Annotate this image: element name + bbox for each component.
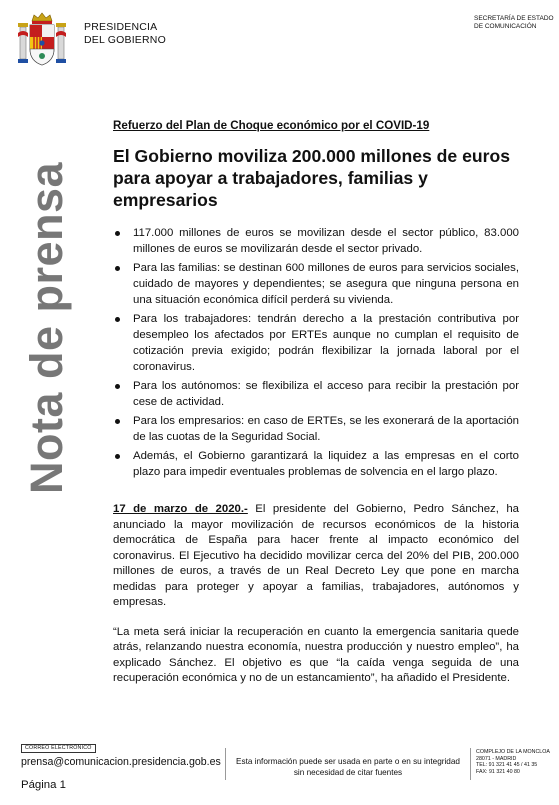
paragraph-1-text: El presidente del Gobierno, Pedro Sánchez, ha anunciado la mayor movilización de recursos económicos de la historia democrática de España para hacer frente al impacto económico del coronavirus. El Ejecutivo ha decidido movilizar cerca del 20% del PIB, 200.000 millones de euros, a través de un Real Decreto Ley que pone en marcha medidas para proteger y apoyar a familias, trabajadores, autónomos y empresas. — [113, 503, 519, 608]
highlight-text: Para los trabajadores: tendrán derecho a la prestación contributiva por desempleo los afectados por ERTEs aunque no cumplan el requisito de cotización previa exigido; podrán flexibilizar la jornada laboral por el coronavirus. — [133, 313, 519, 373]
spain-coat-of-arms-icon — [14, 11, 70, 69]
usage-notice: Esta información puede ser usada en parte o en su integridad sin necesidad de citar fuentes — [236, 757, 460, 777]
email-label: CORREO ELECTRÓNICO — [21, 744, 96, 753]
document-type-label: Nota de prensa — [21, 161, 72, 495]
highlight-text: Para los autónomos: se flexibiliza el acceso para recibir la prestación por cese de actividad. — [133, 380, 519, 408]
highlight-item — [113, 311, 519, 375]
footer-divider — [470, 748, 471, 780]
highlight-item — [113, 225, 519, 257]
highlight-text: 117.000 millones de euros se movilizan desde el sector público, 83.000 millones de euros se movilizarán desde el sector privado. — [133, 227, 519, 255]
bullet-icon — [115, 231, 120, 236]
highlight-item — [113, 413, 519, 445]
dateline: 17 de marzo de 2020.- — [113, 503, 248, 515]
body-paragraph-2: “La meta será iniciar la recuperación en cuanto la emergencia sanitaria quede atrás, relanzando nuestra economía, nuestra producción y nuestro empleo”, ha explicado Sánchez. El objetivo es que “la caída venga seguida de una recuperación económica y no de un estancamiento”, ha añadido el Presidente. — [113, 625, 519, 684]
highlight-text: Además, el Gobierno garantizará la liquidez a las empresas en el corto plazo para impedir eventuales problemas de solvencia en el largo plazo. — [133, 450, 519, 478]
address-line-4: FAX: 91 321 40 80 — [476, 768, 520, 775]
secretaria-line-1: SECRETARÍA DE ESTADO — [474, 15, 554, 22]
highlight-item — [113, 260, 519, 308]
address-line-1: COMPLEJO DE LA MONCLOA — [476, 749, 550, 755]
highlight-text: Para los empresarios: en caso de ERTEs, se les exonerará de la aportación de las cuotas de la Seguridad Social. — [133, 415, 519, 443]
organization-line-2: DEL GOBIERNO — [84, 34, 166, 46]
article — [113, 119, 519, 687]
highlight-item — [113, 378, 519, 410]
bullet-icon — [115, 419, 120, 424]
address-line-2: 28071 - MADRID — [476, 755, 517, 762]
highlight-text: Para las familias: se destinan 600 millones de euros para servicios sociales, cuidado de mayores y dependientes; se asegura que ninguna persona en una situación económica difícil perderá su vivienda. — [133, 262, 519, 306]
organization-line-1: PRESIDENCIA — [84, 21, 158, 33]
secretaria-name — [474, 15, 554, 31]
email-address: prensa@comunicacion.presidencia.gob.es — [21, 756, 221, 768]
article-kicker: Refuerzo del Plan de Choque económico por el COVID-19 — [113, 119, 430, 132]
body-paragraph-1 — [113, 502, 519, 611]
page-number: Página 1 — [21, 779, 66, 791]
secretaria-line-2: DE COMUNICACIÓN — [474, 23, 537, 30]
bullet-icon — [115, 384, 120, 389]
bullet-icon — [115, 317, 120, 322]
postal-address — [476, 749, 550, 775]
highlights-list — [113, 225, 519, 480]
highlight-item — [113, 448, 519, 480]
address-line-3: TEL: 91 321 41 45 / 41 35 — [476, 762, 538, 768]
organization-name — [84, 21, 166, 47]
article-headline: El Gobierno moviliza 200.000 millones de euros para apoyar a trabajadores, familias y empresarios — [113, 146, 510, 210]
vertical-label-container — [21, 161, 72, 495]
bullet-icon — [115, 266, 120, 271]
bullet-icon — [115, 454, 120, 459]
footer-divider — [225, 748, 226, 780]
